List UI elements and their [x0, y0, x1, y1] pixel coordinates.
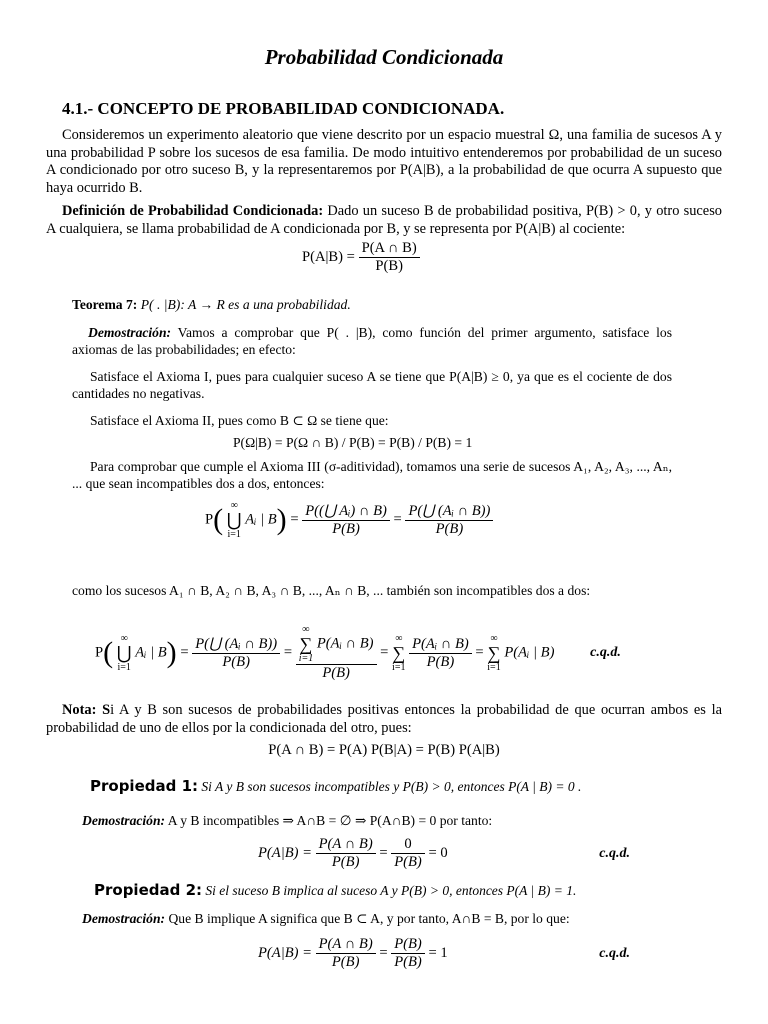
- axiom-2-formula: P(Ω|B) = P(Ω ∩ B) / P(B) = P(B) / P(B) = 1: [233, 435, 473, 450]
- axiom3-lhs-p: P: [205, 511, 214, 528]
- incompatible-sentence: como los sucesos A₁ ∩ B, A₂ ∩ B, A₃ ∩ B, ..., Aₙ ∩ B, ... también son incompatibles dos a dos:: [72, 583, 591, 598]
- axiom-1: Satisface el Axioma I, pues para cualquier suceso A se tiene que P(A|B) ≥ 0, ya que es el cociente de dos cantidades no negativas.: [72, 369, 672, 401]
- definition-label: Definición de Probabilidad Condicionada:: [62, 203, 324, 219]
- definition-text: Dado un suceso B de probabilidad positiva, P(B) > 0, y otro suceso A cualquiera, se llama probabilidad de A condicionada por B, y se representa por P(A|B) al cociente:: [46, 203, 722, 237]
- axiom3-lhs-inner: Aᵢ | B: [245, 511, 277, 528]
- axiom3-fraction-1: $\frac{\text{P((⋃ Aᵢ) ∩ B)}}{P(B)}$: [302, 502, 390, 538]
- definition-denominator: P(B): [359, 257, 420, 275]
- definition-fraction: [359, 240, 420, 275]
- theorem-label: Teorema 7:: [72, 297, 138, 312]
- page-title: Probabilidad Condicionada: [264, 45, 504, 69]
- definition-formula: [302, 240, 420, 275]
- cqd-1: c.q.d.: [590, 645, 621, 661]
- sigma-formula: P( ∞ ⋃ i=1 Aᵢ | B) = $\frac{\text{P(⋃ (Aᵢ ∩ B))}}{P(B)}$ = ∞ ∑ i=1 P(Aᵢ ∩ B) P(B) = ∞ ∑ i=1 $\frac{\text{P(Aᵢ ∩ B)}}{P(B)}$ = ∞ ∑ i=1 P(Aᵢ | B) c.q.d.: [95, 624, 621, 681]
- demo-1: [72, 324, 672, 358]
- sigma-fraction-2: ∞ ∑ i=1 P(Aᵢ ∩ B) P(B): [296, 624, 377, 682]
- theorem-7: [72, 296, 351, 313]
- nota-formula: P(A ∩ B) = P(A) P(B|A) = P(B) P(A|B): [268, 742, 500, 758]
- property1-label: Propiedad 1:: [90, 777, 199, 795]
- section-heading: 4.1.- CONCEPTO DE PROBABILIDAD CONDICIONADA.: [62, 99, 505, 118]
- axiom-3-formula: P( ∞ ⋃ i=1 Aᵢ | B) = $\frac{\text{P((⋃ Aᵢ) ∩ B)}}{P(B)}$ = $\frac{\text{P(⋃ (Aᵢ ∩ B))}}{P(B)}$: [205, 500, 493, 540]
- nota-text: i A y B son sucesos de probabilidades positivas entonces la probabilidad de que ocurran ambos es la probabilidad de uno de ellos por la condicionada del otro, pues:: [46, 702, 722, 736]
- property-2: [94, 881, 576, 900]
- property1-demo: Demostración: A y B incompatibles ⇒ A∩B = ∅ ⇒ P(A∩B) = 0 por tanto:: [82, 813, 493, 828]
- axiom-2: Satisface el Axioma II, pues como B ⊂ Ω se tiene que:: [90, 413, 389, 428]
- property2-demo: Demostración: Que B implique A significa que B ⊂ A, y por tanto, A∩B = B, por lo que:: [82, 911, 570, 926]
- property2-text: Si el suceso B implica al suceso A y P(B) > 0, entonces P(A | B) = 1.: [202, 883, 577, 898]
- property2-formula: P(A|B) = $\frac{P(A \cap B)}{P(B)}$ = $\frac{P(B)}{P(B)}$ = 1 c.q.d.: [258, 936, 630, 970]
- sigma-fraction-1: $\frac{\text{P(⋃ (Aᵢ ∩ B))}}{P(B)}$: [192, 635, 280, 671]
- theorem-text: P( . |B): A → R es a una probabilidad.: [137, 297, 351, 312]
- demo1-text: Vamos a comprobar que P( . |B), como función del primer argumento, satisface los axiomas de las probabilidades; en efecto:: [72, 325, 672, 357]
- property-1: [90, 777, 581, 796]
- axiom-3: Para comprobar que cumple el Axioma III (σ-aditividad), tomamos una serie de sucesos A₁, A₂, A₃, ..., Aₙ, ... que sean incompatibles dos a dos, entonces:: [72, 459, 672, 491]
- property2-label: Propiedad 2:: [94, 881, 203, 899]
- nota-label: Nota: S: [62, 702, 111, 718]
- definition-numerator: P(A ∩ B): [361, 240, 417, 256]
- definition-paragraph: [46, 203, 722, 238]
- nota-paragraph: [46, 702, 722, 737]
- sigma-fraction-3: $\frac{\text{P(Aᵢ ∩ B)}}{P(B)}$: [409, 636, 472, 671]
- cqd-3: c.q.d.: [599, 945, 630, 961]
- sum-operator: ∞ ∑ i=1: [392, 633, 406, 673]
- property1-formula: P(A|B) = $\frac{P(A \cap B)}{P(B)}$ = $\frac{0}{P(B)}$ = 0 c.q.d.: [258, 836, 630, 870]
- demo1-label: Demostración:: [88, 325, 172, 340]
- property1-text: Si A y B son sucesos incompatibles y P(B) > 0, entonces P(A | B) = 0 .: [198, 779, 582, 794]
- definition-formula-lhs: P(A|B) =: [302, 248, 355, 265]
- intro-paragraph: Consideremos un experimento aleatorio que viene descrito por un espacio muestral Ω, una familia de sucesos A y una probabilidad P sobre los sucesos de esa familia. De modo intuitivo entenderemos por probabilidad de un suceso A condicionado por otro suceso B, y la representaremos por P(A|B), a la probabilidad de que ocurra A supuesto que haya ocurrido B.: [46, 127, 722, 196]
- axiom3-fraction-2: $\frac{\text{P(⋃ (Aᵢ ∩ B))}}{P(B)}$: [405, 502, 493, 538]
- cqd-2: c.q.d.: [599, 845, 630, 861]
- union-operator: ∞ ⋃ i=1: [226, 500, 242, 540]
